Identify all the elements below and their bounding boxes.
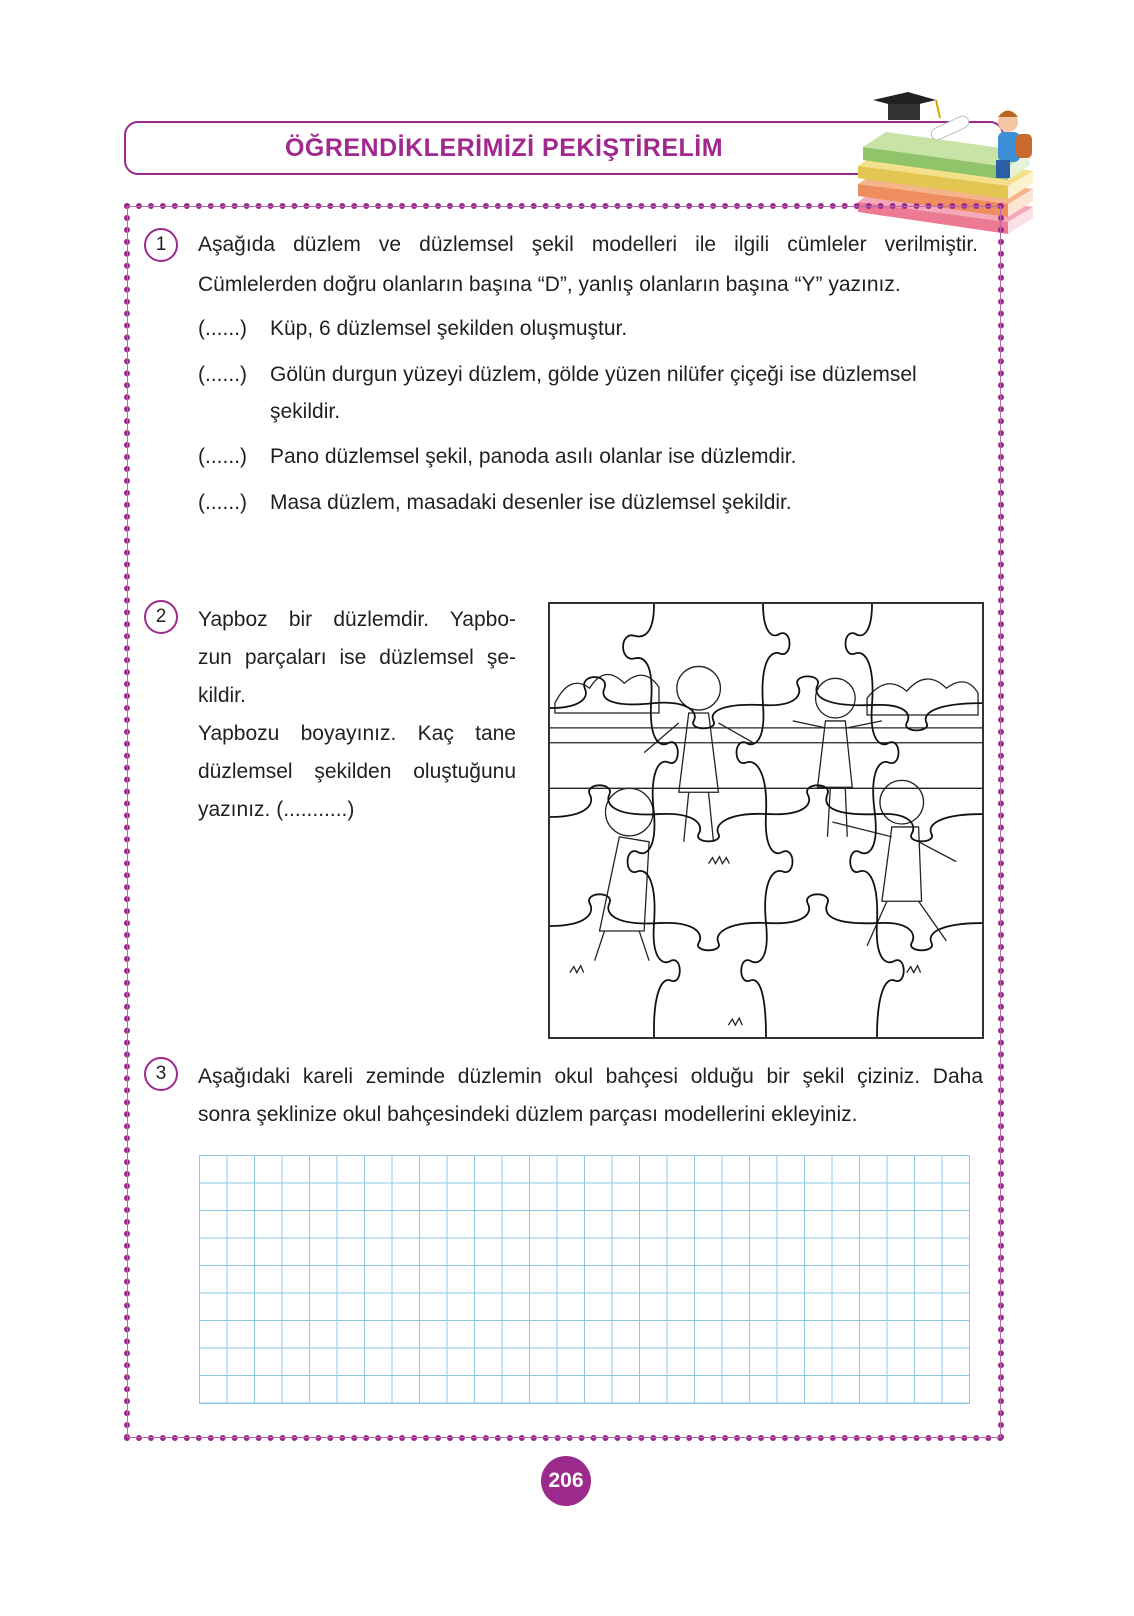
question-2-line: Yapbozu boyayınız. Kaç tane	[198, 722, 516, 745]
question-1-item	[198, 438, 998, 476]
question-3-prompt-line2: sonra şeklinize okul bahçesindeki düzlem parçası modellerini ekleyiniz.	[198, 1103, 858, 1126]
drawing-grid[interactable]	[199, 1155, 970, 1404]
question-2-line: zun parçaları ise düzlemsel şe-	[198, 646, 516, 669]
question-3-prompt-line1: Aşağıdaki kareli zeminde düzlemin okul bahçesi olduğu bir şekil çiziniz. Daha	[198, 1065, 983, 1088]
statement-text-cont: şekildir.	[270, 400, 341, 423]
question-1-prompt-line1: Aşağıda düzlem ve düzlemsel şekil modelleri ile ilgili cümleler verilmiştir.	[198, 233, 978, 256]
page-number: 206	[541, 1456, 591, 1506]
puzzle-image[interactable]	[548, 602, 984, 1039]
question-2-line: yazınız. (...........)	[198, 798, 355, 821]
page-title: ÖĞRENDİKLERİMİZİ PEKİŞTİRELİM	[284, 134, 724, 162]
question-2-line: Yapboz bir düzlemdir. Yapbo-	[198, 608, 516, 631]
statement-text: Masa düzlem, masadaki desenler ise düzlemsel şekildir.	[270, 491, 792, 514]
question-1-prompt-line2: Cümlelerden doğru olanların başına “D”, yanlış olanların başına “Y” yazınız.	[198, 273, 901, 296]
statement-text: Küp, 6 düzlemsel şekilden oluşmuştur.	[270, 317, 628, 340]
answer-blank[interactable]: (......)	[198, 491, 247, 514]
question-1-item	[198, 484, 998, 522]
question-1-number: 1	[144, 228, 178, 262]
answer-blank[interactable]: (......)	[198, 445, 247, 468]
question-2-line: düzlemsel şekilden oluştuğunu	[198, 760, 516, 783]
answer-blank[interactable]: (......)	[198, 317, 247, 340]
question-1-item	[198, 310, 998, 348]
question-2-line: kildir.	[198, 684, 246, 707]
question-2-number: 2	[144, 600, 178, 634]
answer-blank[interactable]: (......)	[198, 363, 247, 386]
statement-text: Gölün durgun yüzeyi düzlem, gölde yüzen nilüfer çiçeği ise düzlemsel	[270, 363, 917, 386]
question-1-item	[198, 356, 998, 432]
question-3-number: 3	[144, 1057, 178, 1091]
statement-text: Pano düzlemsel şekil, panoda asılı olanlar ise düzlemdir.	[270, 445, 797, 468]
